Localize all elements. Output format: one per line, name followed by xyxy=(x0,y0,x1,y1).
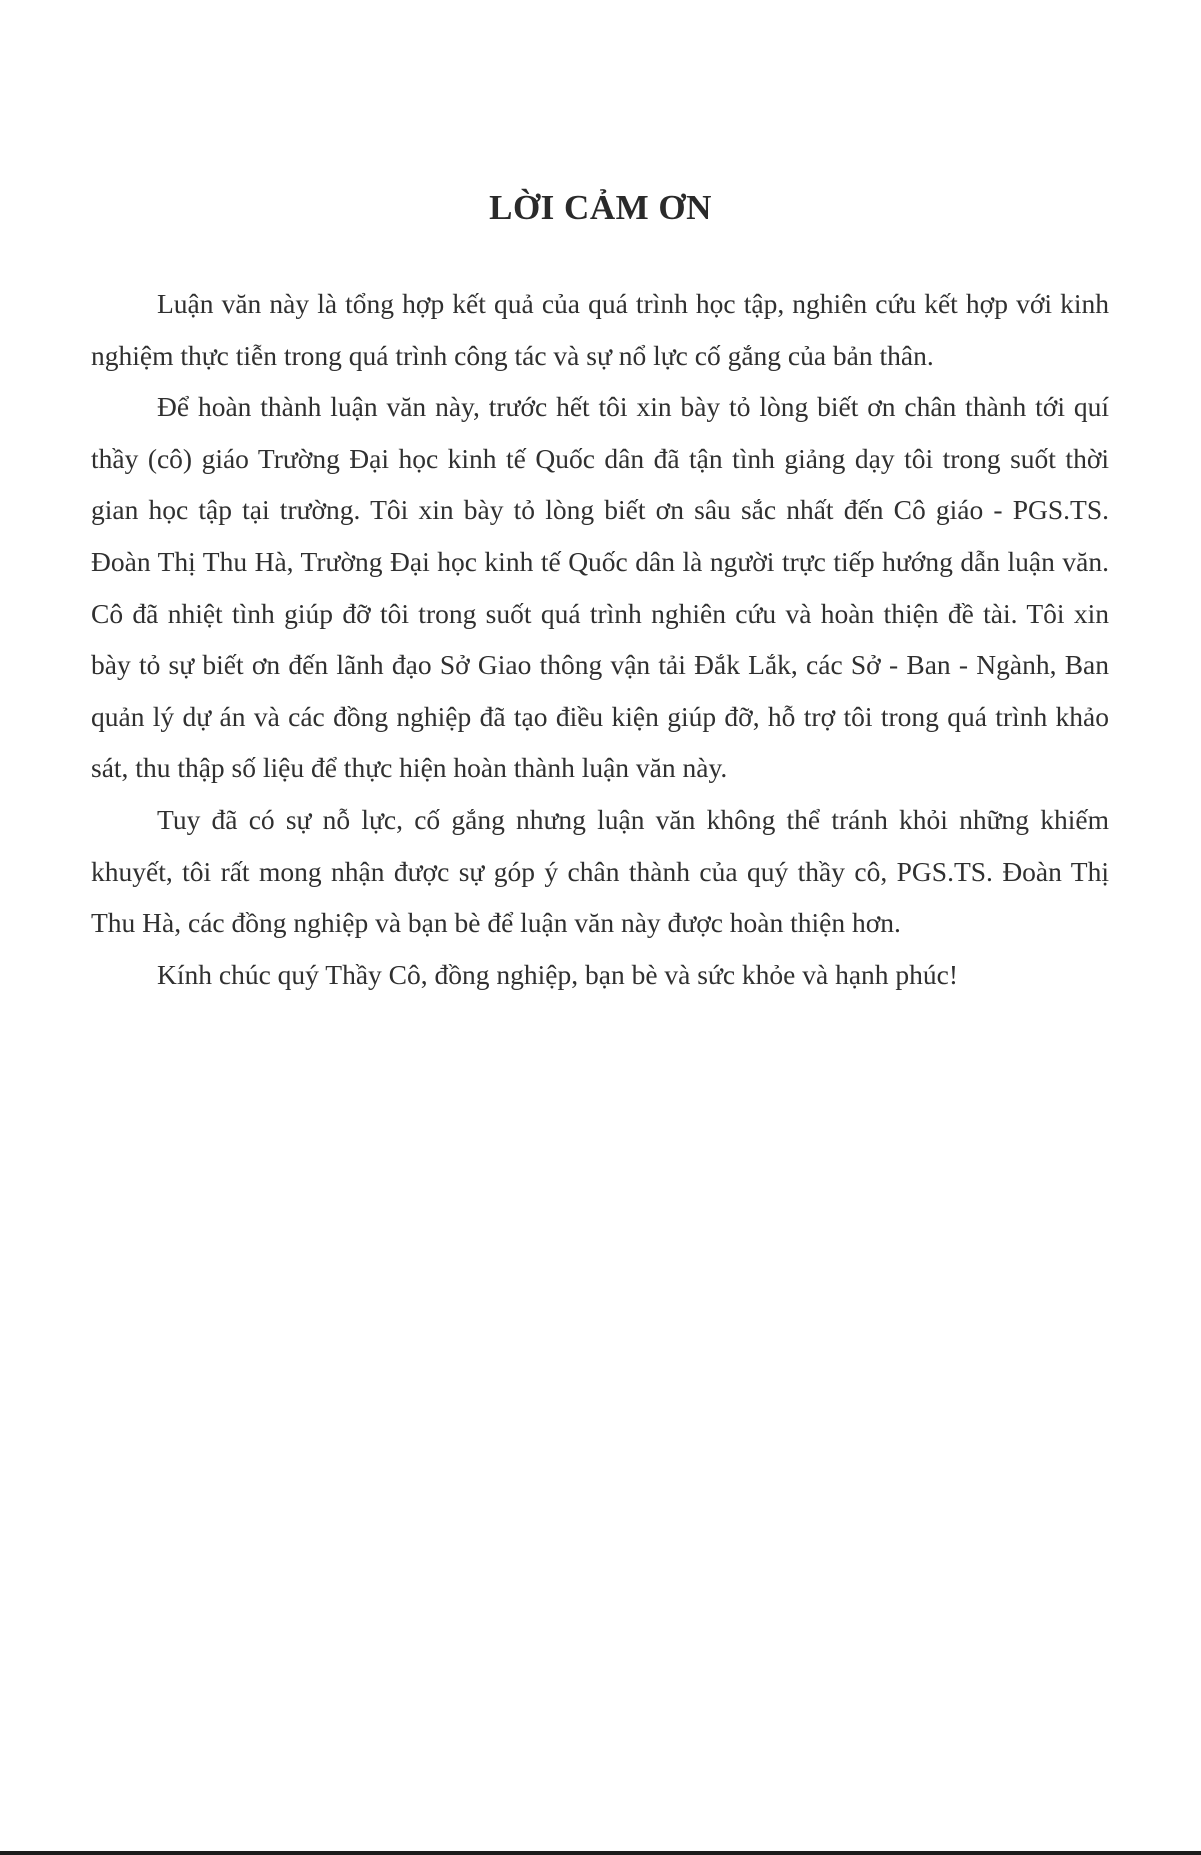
paragraph: Tuy đã có sự nỗ lực, cố gắng nhưng luận văn không thể tránh khỏi những khiếm khuyết, tôi rất mong nhận được sự góp ý chân thành của quý thầy cô, PGS.TS. Đoàn Thị Thu Hà, các đồng nghiệp và bạn bè để luận văn này được hoàn thiện hơn. xyxy=(91,803,1109,939)
page-title: LỜI CẢM ƠN xyxy=(489,188,712,227)
paragraph: Để hoàn thành luận văn này, trước hết tôi xin bày tỏ lòng biết ơn chân thành tới quí thầy (cô) giáo Trường Đại học kinh tế Quốc dân đã tận tình giảng dạy tôi trong suốt thời gian học tập tại trường. Tôi xin bày tỏ lòng biết ơn sâu sắc nhất đến Cô giáo - PGS.TS. Đoàn Thị Thu Hà, Trường Đại học kinh tế Quốc dân là người trực tiếp hướng dẫn luận văn. Cô đã nhiệt tình giúp đỡ tôi trong suốt quá trình nghiên cứu và hoàn thiện đề tài. Tôi xin bày tỏ sự biết ơn đến lãnh đạo Sở Giao thông vận tải Đắk Lắk, các Sở - Ban - Ngành, Ban quản lý dự án và các đồng nghiệp đã tạo điều kiện giúp đỡ, hỗ trợ tôi trong quá trình khảo sát, thu thập số liệu để thực hiện hoàn thành luận văn này. xyxy=(91,391,1109,784)
paragraph: Kính chúc quý Thầy Cô, đồng nghiệp, bạn bè và sức khỏe và hạnh phúc! xyxy=(157,958,959,990)
document-body xyxy=(91,278,1109,1000)
paragraph: Luận văn này là tổng hợp kết quả của quá trình học tập, nghiên cứu kết hợp với kinh nghiệm thực tiễn trong quá trình công tác và sự nổ lực cố gắng của bản thân. xyxy=(91,288,1109,371)
bottom-edge-rule xyxy=(0,1851,1201,1855)
